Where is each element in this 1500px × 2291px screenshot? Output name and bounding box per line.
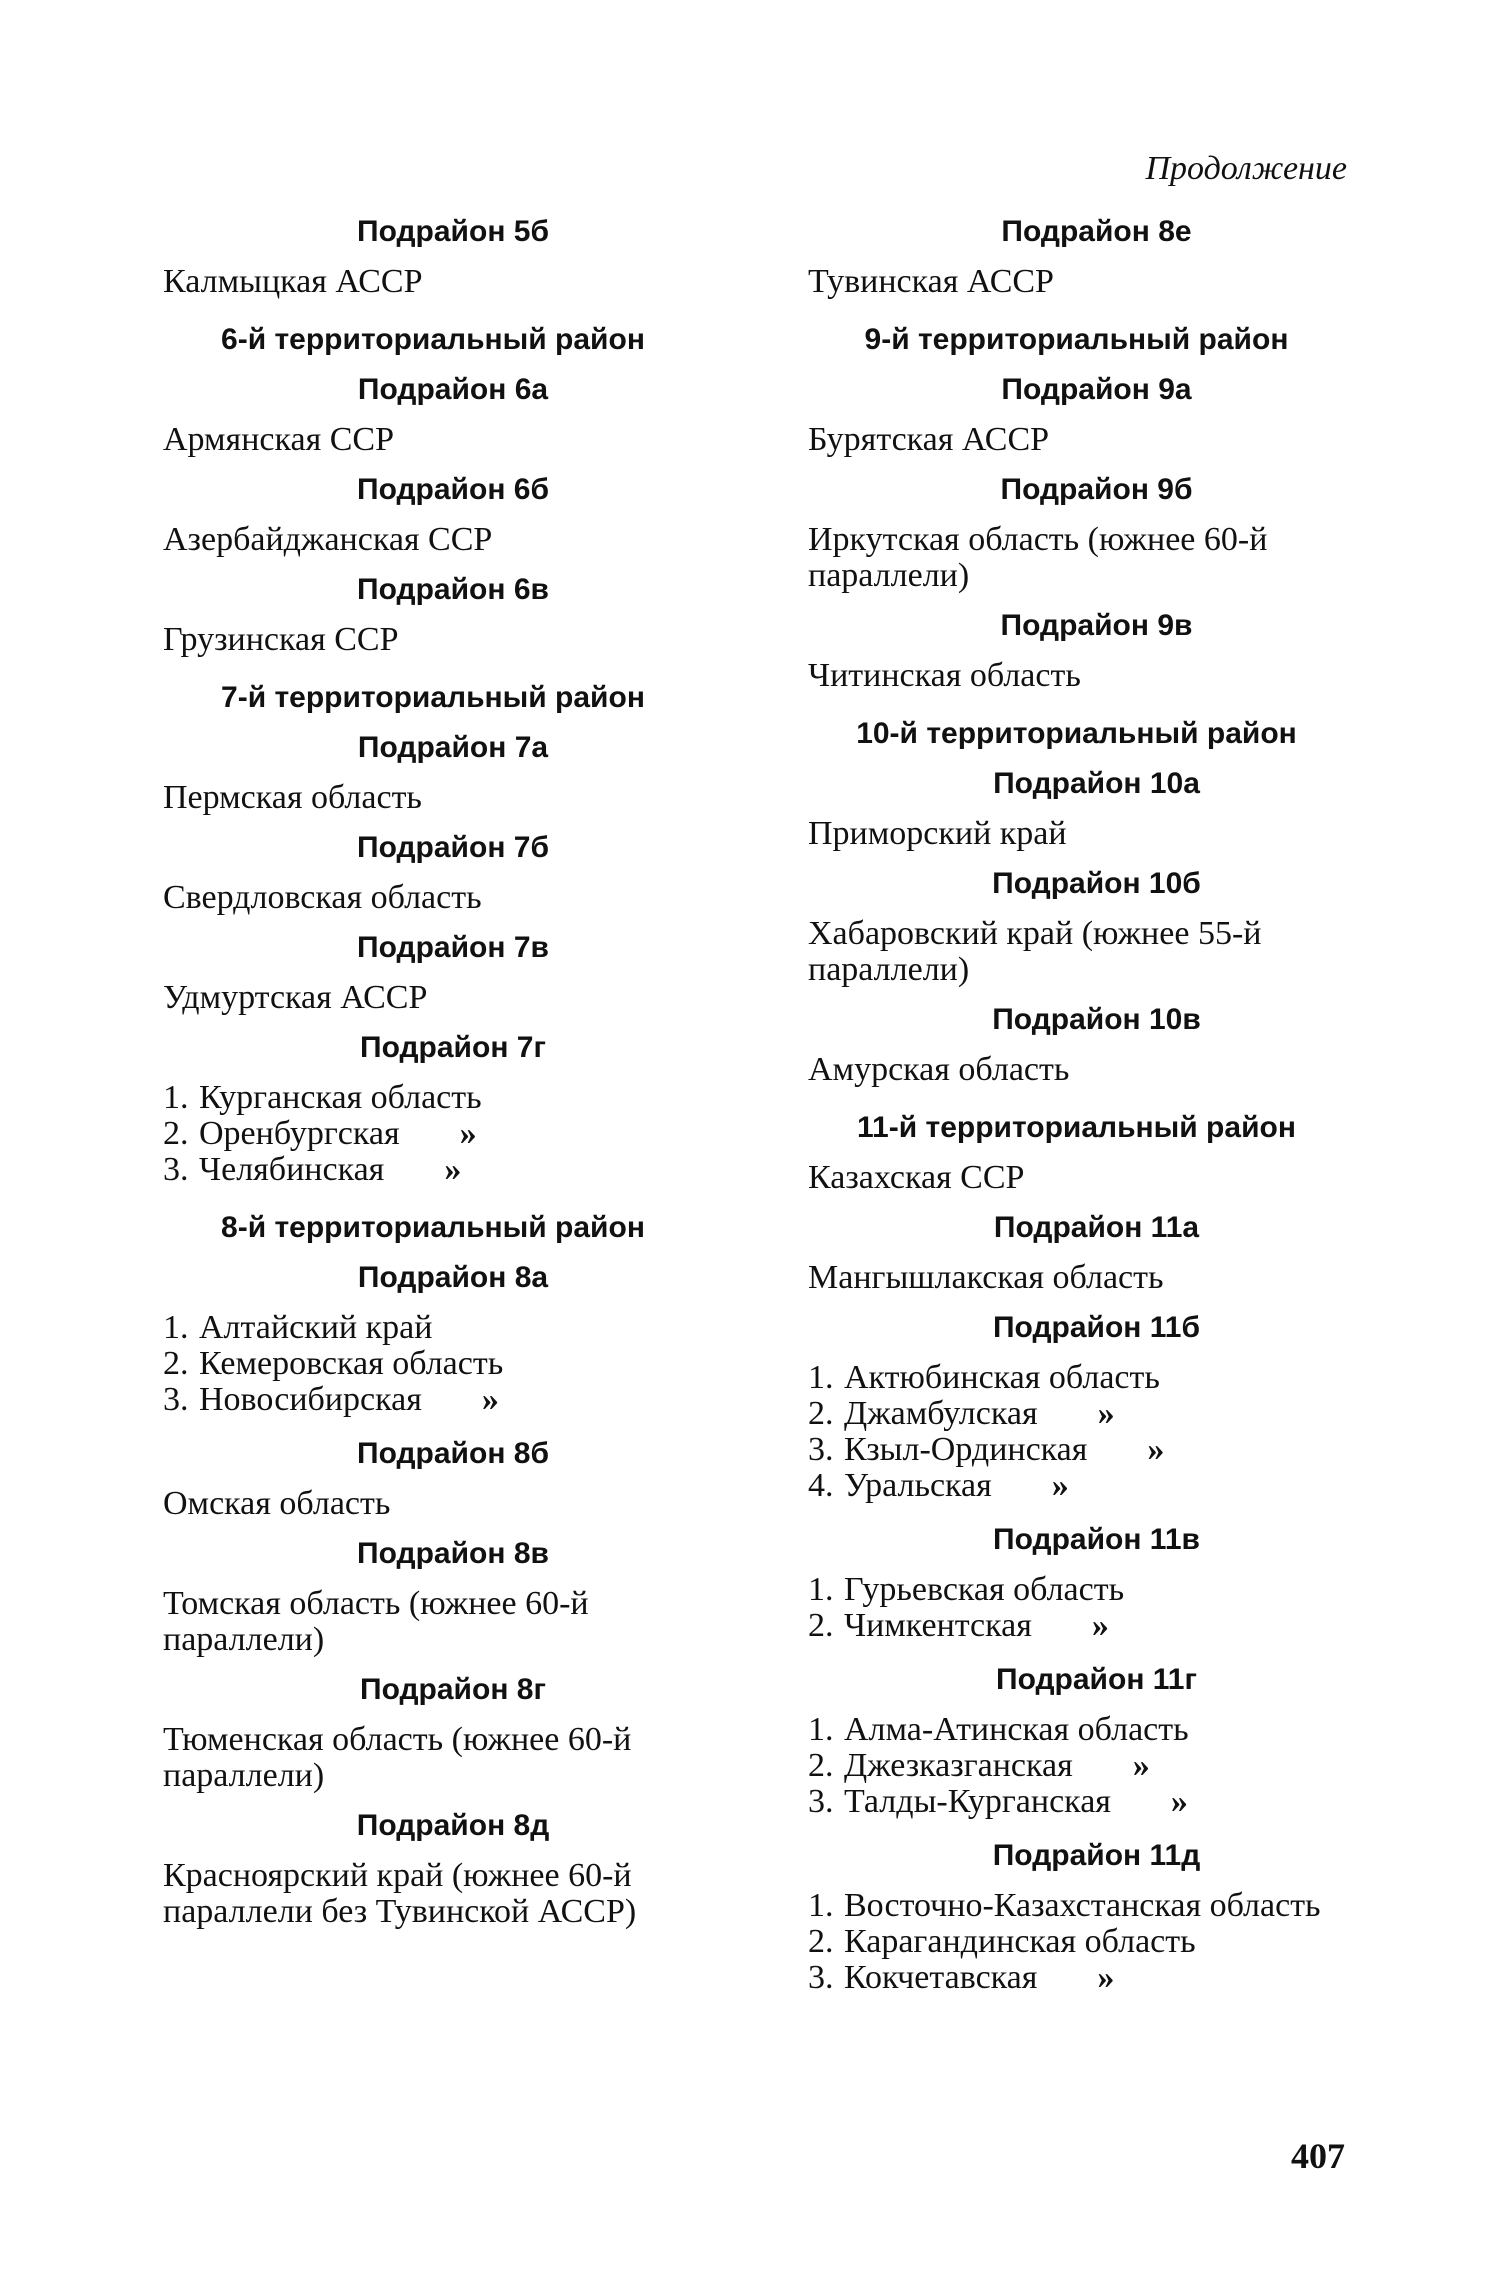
region-name: Удмуртская АССР [163,979,428,1016]
region-name: Хабаровский край (южнее 55-й параллели) [808,915,1262,988]
list-item [808,1712,1345,1748]
region-name: Талды-Курганская [844,1783,1111,1820]
region-name: Иркутская область (южнее 60-й параллели) [808,521,1268,594]
list-item [163,1310,703,1346]
item-number: 2. [808,1607,834,1644]
region-list [808,1712,1345,1820]
right-column [808,208,1345,2014]
item-number: 3. [808,1783,834,1820]
subregion-heading: Подрайон 7г [360,1031,546,1064]
subregion-heading: Подрайон 6а [357,373,549,406]
subregion-heading: Подрайон 11г [996,1663,1197,1696]
continuation-note: Продолжение [1145,150,1347,187]
item-number: 3. [163,1381,189,1418]
item-number: 2. [163,1345,189,1382]
district-heading: 10-й территориальный район [856,717,1297,750]
subregion-heading: Подрайон 9в [1000,609,1193,642]
ditto-mark: » [481,1381,499,1418]
ditto-mark: » [1132,1747,1150,1784]
subregion-heading: Подрайон 7в [357,931,549,964]
region-name: Бурятская АССР [808,421,1050,458]
list-item [163,1152,703,1188]
subregion-heading: Подрайон 8д [356,1809,550,1842]
region-name: Джезказганская [844,1747,1073,1784]
subregion-heading: Подрайон 10в [992,1003,1201,1036]
region-list [808,1572,1345,1644]
region-name: Амурская область [808,1051,1070,1088]
subregion-heading: Подрайон 8в [357,1537,549,1570]
subregion-heading: Подрайон 6б [357,473,549,506]
item-number: 2. [163,1115,189,1152]
region-name: Гурьевская область [844,1571,1125,1608]
district-heading: 6-й территориальный район [221,323,645,356]
region-name: Карагандинская область [844,1923,1196,1960]
list-item [163,1382,703,1418]
subregion-heading: Подрайон 10а [993,767,1200,800]
region-list [163,1310,703,1418]
item-number: 1. [163,1309,189,1346]
item-number: 3. [808,1959,834,1996]
list-item [808,1396,1345,1432]
left-column [163,208,703,1944]
list-item [808,1608,1345,1644]
ditto-mark: » [1051,1467,1069,1504]
region-name: Красноярский край (южнее 60-й параллели без Тувинской АССР) [163,1857,637,1930]
subregion-heading: Подрайон 5б [357,215,549,248]
item-number: 1. [163,1079,189,1116]
ditto-mark: » [1147,1431,1165,1468]
region-name: Алма-Атинская область [844,1711,1189,1748]
item-number: 3. [163,1151,189,1188]
region-name: Омская область [163,1485,391,1522]
region-name: Томская область (южнее 60-й параллели) [163,1585,589,1658]
list-item [808,1572,1345,1608]
region-name: Алтайский край [199,1309,433,1346]
region-name: Кемеровская область [199,1345,504,1382]
list-item [163,1116,703,1152]
list-item [808,1432,1345,1468]
region-name: Тюменская область (южнее 60-й параллели) [163,1721,632,1794]
page-number: 407 [1291,2136,1345,2176]
region-name: Свердловская область [163,879,482,916]
item-number: 1. [808,1571,834,1608]
list-item [808,1468,1345,1504]
item-number: 3. [808,1431,834,1468]
district-heading: 8-й территориальный район [221,1211,645,1244]
region-name: Грузинская ССР [163,621,399,658]
district-heading: 9-й территориальный район [864,323,1289,356]
region-name: Восточно-Казахстанская область [844,1887,1321,1924]
subregion-heading: Подрайон 11б [992,1311,1200,1344]
region-name: Мангышлакская область [808,1259,1164,1296]
region-name: Азербайджанская ССР [163,521,493,558]
region-list [808,1888,1345,1996]
subregion-heading: Подрайон 11д [992,1839,1201,1872]
list-item [163,1346,703,1382]
region-name: Казахская ССР [808,1159,1025,1196]
region-name: Тувинская АССР [808,263,1054,300]
item-number: 2. [808,1923,834,1960]
list-item [808,1924,1345,1960]
ditto-mark: » [1097,1959,1115,1996]
list-item [163,1080,703,1116]
subregion-heading: Подрайон 9а [1001,373,1192,406]
subregion-heading: Подрайон 11а [993,1211,1200,1244]
region-name: Армянская ССР [163,421,394,458]
subregion-heading: Подрайон 8б [357,1437,549,1470]
ditto-mark: » [444,1151,462,1188]
list-item [808,1960,1345,1996]
list-item [808,1784,1345,1820]
ditto-mark: » [1091,1607,1109,1644]
subregion-heading: Подрайон 10б [992,867,1201,900]
ditto-mark: » [1170,1783,1188,1820]
region-name: Новосибирская [199,1381,422,1418]
region-name: Читинская область [808,657,1081,694]
item-number: 2. [808,1395,834,1432]
district-heading: 11-й территориальный район [857,1111,1296,1144]
item-number: 2. [808,1747,834,1784]
subregion-heading: Подрайон 8а [357,1261,549,1294]
region-name: Чимкентская [844,1607,1032,1644]
region-name: Приморский край [808,815,1067,852]
region-name: Кокчетавская [844,1959,1038,1996]
region-name: Джамбулская [844,1395,1038,1432]
region-name: Пермская область [163,779,422,816]
item-number: 1. [808,1887,834,1924]
region-name: Калмыцкая АССР [163,263,423,300]
list-item [808,1360,1345,1396]
subregion-heading: Подрайон 11в [993,1523,1200,1556]
subregion-heading: Подрайон 7б [357,831,549,864]
district-heading: 7-й территориальный район [221,681,645,714]
region-name: Уральская [844,1467,992,1504]
list-item [808,1888,1345,1924]
item-number: 4. [808,1467,834,1504]
ditto-mark: » [459,1115,477,1152]
region-name: Курганская область [199,1079,482,1116]
region-name: Челябинская [199,1151,385,1188]
region-name: Оренбургская [199,1115,400,1152]
subregion-heading: Подрайон 8е [1001,215,1192,248]
region-list [163,1080,703,1188]
subregion-heading: Подрайон 7а [357,731,549,764]
subregion-heading: Подрайон 8г [360,1673,546,1706]
region-name: Актюбинская область [844,1359,1160,1396]
ditto-mark: » [1097,1395,1115,1432]
list-item [808,1748,1345,1784]
region-name: Кзыл-Ординская [844,1431,1088,1468]
item-number: 1. [808,1711,834,1748]
subregion-heading: Подрайон 6в [357,573,549,606]
region-list [808,1360,1345,1504]
subregion-heading: Подрайон 9б [1000,473,1193,506]
item-number: 1. [808,1359,834,1396]
